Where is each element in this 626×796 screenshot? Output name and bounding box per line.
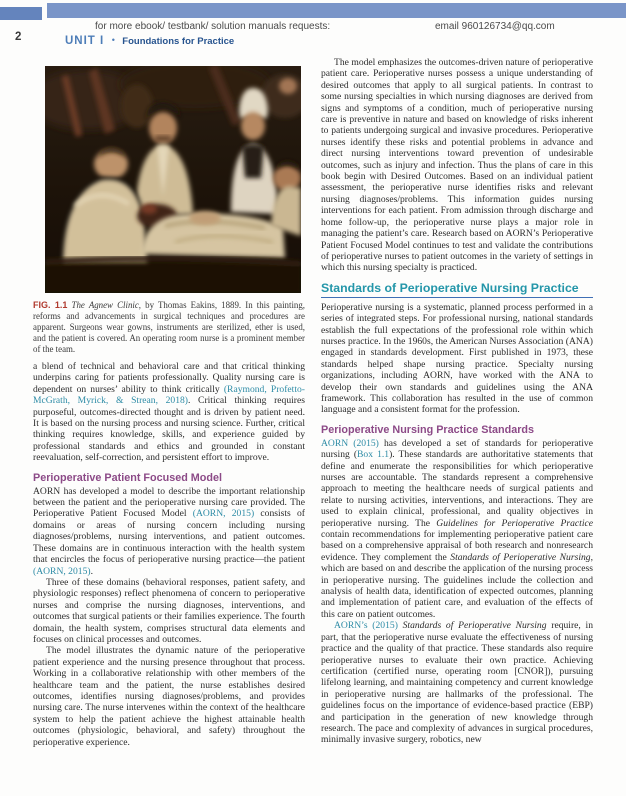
section-heading-perioperative-nursing-practice-standards: Perioperative Nursing Practice Standards bbox=[321, 423, 535, 436]
section-heading-standards-of-perioperative-nursing-practice: Standards of Perioperative Nursing Practice bbox=[321, 281, 593, 298]
paragraph-critical-thinking: a blend of technical and behavioral care and that critical thinking underpins caring for patients professionally. Quality nursing care is dependent on nurses’ ability to think critically (Raymond, Profetto-McGrath, Myrick, & Strean, 2018). Critical thinking requires purposeful, outcomes-directed thought and is driven by patient need. It is based on the nursing process and nursing science. Further, critical thinking requires knowledge, skills, and experience guided by professional standards and ethics and grounded in constant reevaluation, self-correction, and persistent effort to improve. bbox=[33, 361, 305, 464]
top-bar-left-segment bbox=[0, 7, 42, 20]
paragraph-domains: Three of these domains (behavioral responses, patient safety, and physiologic responses) reflect phenomena of concern to perioperative nurses and comprise the nursing diagnoses, interventions, and outcomes that surgical patients or their families experience. The fourth domain, the health system, comprises structural data elements and focuses on clinical processes and outcomes. bbox=[33, 576, 305, 645]
bullet-separator: • bbox=[111, 35, 115, 45]
figure-caption: FIG. 1.1 The Agnew Clinic, by Thomas Eakins, 1889. In this painting, reforms and advancements in surgical techniques and procedures are apparent. Surgeons wear gowns, instruments are sterilized, ether is used, and the patient is covered. An operating room nurse is a prominent member of the team. bbox=[33, 300, 306, 354]
left-column bbox=[33, 66, 305, 748]
unit-title: Foundations for Practice bbox=[122, 36, 235, 47]
page-number: 2 bbox=[15, 31, 22, 43]
promo-email: email 960126734@qq.com bbox=[435, 21, 555, 32]
promo-text: for more ebook/ testbank/ solution manuals requests: bbox=[95, 21, 331, 32]
paragraph-model-illustrates: The model illustrates the dynamic nature of the perioperative patient experience and the nursing presence throughout that process. Working in a collaborative relationship with other members of the healthcare team and the patient, the nurse establishes desired outcomes, identifies nursing diagnoses/problems, and provides nursing care. The nurse intervenes within the context of the healthcare system to help the patient achieve the highest attainable health outcomes (physiologic, behavioral, and safety) throughout the perioperative experience. bbox=[33, 645, 305, 748]
section-heading-perioperative-patient-focused-model: Perioperative Patient Focused Model bbox=[33, 471, 222, 484]
right-column bbox=[321, 57, 593, 746]
paragraph-standards-require: AORN’s (2015) Standards of Perioperative Nursing require, in part, that the perioperative nurse evaluate the effectiveness of nursing practice and the quality of that practice. These standards also require perioperative nurses to evaluate their own practice. Achieving certification (certified nurse, operating room [CNOR]), pursuing lifelong learning, and maintaining competency and current knowledge in perioperative nursing are hallmarks of the professional. The guidelines focus on the importance of evidence-based practice (EBP) and participation in the generation of new knowledge through research. The pace and complexity of advances in surgical procedures, minimally invasive surgery, robotics, new bbox=[321, 620, 593, 746]
paragraph-aorn-model: AORN has developed a model to describe the important relationship between the patient and the perioperative nursing care provided. The Perioperative Patient Focused Model (AORN, 2015) consists of domains or areas of nursing concern including nursing diagnoses/problems, nursing interventions, and patient outcomes. These domains are in continuous interaction with the health system that encircles the focus of perioperative nursing practice—the patient (AORN, 2015). bbox=[33, 485, 305, 577]
paragraph-standards-set: AORN (2015) has developed a set of standards for perioperative nursing (Box 1.1). These standards are authoritative statements that define and enumerate the responsibilities for which perioperative nurses are accountable. The standards represent a comprehensive approach to meeting the healthcare needs of surgical patients and relate to nursing activities, interventions, and interactions. They are used to explain clinical, professional, and quality objectives in perioperative nursing. The Guidelines for Perioperative Practice contain recommendations for implementing perioperative patient care based on a comprehensive appraisal of both research and nonresearch evidence. They complement the Standards of Perioperative Nursing, which are based on and describe the application of the nursing process in perioperative nursing. The guidelines include the collection and analysis of health data, identification of expected outcomes, planning and implementation of patient care, and evaluation of the effects of this care on patient outcomes. bbox=[321, 437, 594, 620]
running-header bbox=[65, 31, 234, 49]
unit-label: UNIT I bbox=[65, 35, 105, 47]
top-bar bbox=[47, 3, 626, 18]
agnew-clinic-painting bbox=[45, 66, 301, 293]
paragraph-systematic-process: Perioperative nursing is a systematic, planned process performed in a series of integrated steps. For professional nursing, national standards establish the full expectations of the professional role within which nurses practice. In the 1960s, the American Nurses Association (ANA) engaged in standards development. First published in 1973, these standards helped shape nursing practice. Specialty nursing organizations, including AORN, have worked with the ANA to develop their own standards and guidelines using the ANA framework. This collaboration has resulted in the use of common language and a consistent format for the profession. bbox=[321, 301, 593, 416]
paragraph-outcomes-driven: The model emphasizes the outcomes-driven nature of perioperative patient care. Perioperative nurses possess a unique understanding of desired outcomes that apply to all surgical patients. In contrast to some nursing specialties in which nursing diagnoses are derived from signs and symptoms of a condition, much of perioperative nursing care is preventive in nature and based on knowledge of risks inherent to patients undergoing surgical and invasive procedures. Perioperative nurses identify these risks and potential problems in advance and direct nursing interventions toward prevention of undesirable outcomes, such as injury and infection. Thus the plans of care in this book begin with Desired Outcomes. Based on an individual patient assessment, the perioperative nurse identifies risks and relevant nursing diagnoses/problems. This information guides nursing interventions for each patient. From admission through discharge and home follow-up, the perioperative nurse plays a major role in managing the patient’s care. Research based on AORN’s Perioperative Patient Focused Model continues to test and validate the contributions of perioperative nurses to patient outcomes in the variety of settings in which this nursing specialty is practiced. bbox=[321, 57, 593, 274]
painting-illustration bbox=[45, 66, 301, 293]
